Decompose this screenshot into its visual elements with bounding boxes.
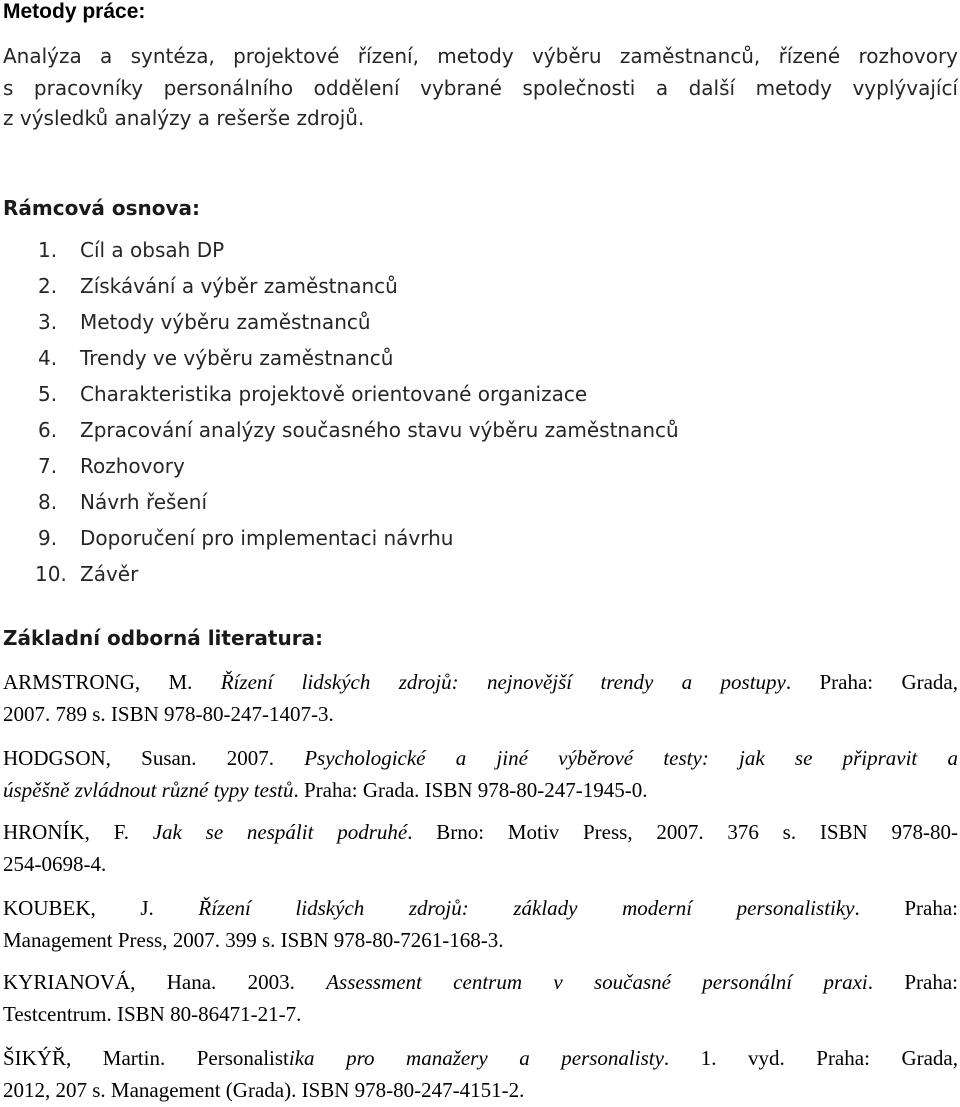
methods-line-3: z výsledků analýzy a rešerše zdrojů. <box>3 106 365 130</box>
list-item: 4. Trendy ve výběru zaměstnanců <box>38 346 394 370</box>
reference-item: HRONÍK, F. Jak se nespálit podruhé. Brno: Motiv Press, 2007. 376 s. ISBN 978-80- 254-0698-4. <box>3 820 958 876</box>
reference-item: KOUBEK, J. Řízení lidských zdrojů: základy moderní personalistiky. Praha: Management Press, 2007. 399 s. ISBN 978-80-7261-168-3. <box>3 896 958 952</box>
list-item: 6. Zpracování analýzy současného stavu výběru zaměstnanců <box>38 418 679 442</box>
outline-list <box>35 232 679 592</box>
methods-heading: Metody práce: <box>3 0 146 23</box>
reference-item: ARMSTRONG, M. Řízení lidských zdrojů: nejnovější trendy a postupy. Praha: Grada, 2007. 789 s. ISBN 978-80-247-1407-3. <box>3 670 959 726</box>
list-item: 7. Rozhovory <box>38 454 185 478</box>
list-item: 5. Charakteristika projektově orientované organizace <box>38 382 588 406</box>
reference-item: KYRIANOVÁ, Hana. 2003. Assessment centrum v současné personální praxi. Praha: Testcentrum. ISBN 80-86471-21-7. <box>3 970 959 1026</box>
list-item: 10. Závěr <box>35 562 139 586</box>
list-item: 9. Doporučení pro implementaci návrhu <box>38 526 454 550</box>
list-item: 2. Získávání a výběr zaměstnanců <box>38 274 398 298</box>
list-item: 3. Metody výběru zaměstnanců <box>38 310 371 334</box>
literature-heading: Základní odborná literatura: <box>3 626 324 650</box>
reference-item: ŠIKÝŘ, Martin. Personalistika pro manažery a personalisty. 1. vyd. Praha: Grada, 2012, 207 s. Management (Grada). ISBN 978-80-247-4151-2. <box>3 1046 958 1102</box>
outline-heading: Rámcová osnova: <box>3 196 200 220</box>
list-item: 8. Návrh řešení <box>38 490 208 514</box>
methods-line-2: s pracovníky personálního oddělení vybrané společnosti a další metody vyplývající <box>3 76 958 100</box>
list-item: 1. Cíl a obsah DP <box>38 238 225 262</box>
reference-item: HODGSON, Susan. 2007. Psychologické a jiné výběrové testy: jak se připravit a úspěšně zvládnout různé typy testů. Praha: Grada. ISBN 978-80-247-1945-0. <box>3 746 958 802</box>
methods-line-1: Analýza a syntéza, projektové řízení, metody výběru zaměstnanců, řízené rozhovory <box>3 44 958 68</box>
